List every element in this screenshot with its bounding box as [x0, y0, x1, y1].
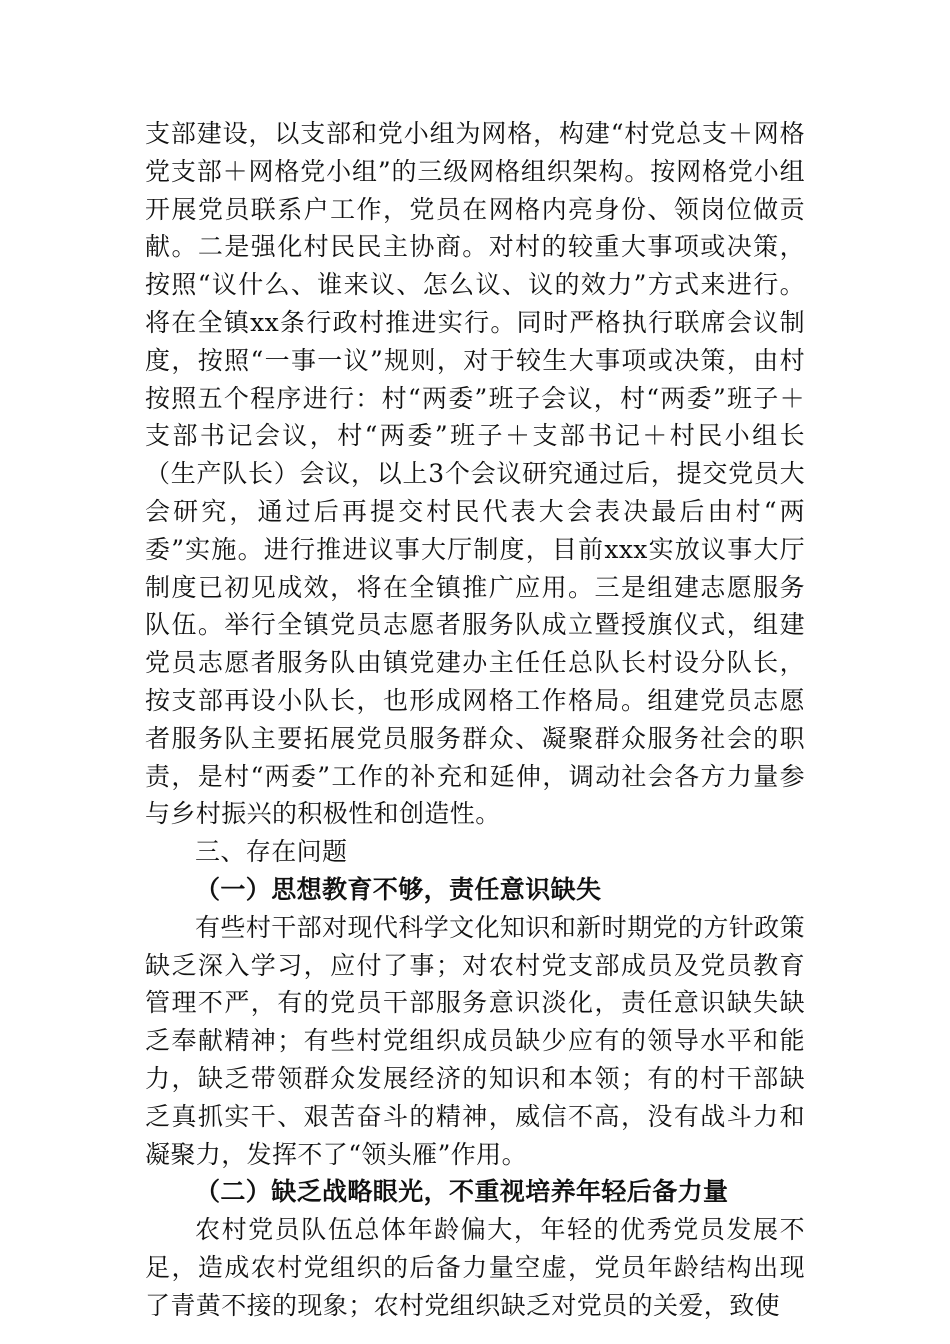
- body-paragraph-reserve-force: 农村党员队伍总体年龄偏大，年轻的优秀党员发展不足，造成农村党组织的后备力量空虚，党员年龄结构出现了青黄不接的现象；农村党组织缺乏对党员的关爱，致使: [145, 1215, 805, 1320]
- section-heading-problems: 三、存在问题: [195, 837, 348, 867]
- body-paragraph-ideology: 有些村干部对现代科学文化知识和新时期党的方针政策缺乏深入学习，应付了事；对农村党支部成员及党员教育管理不严，有的党员干部服务意识淡化，责任意识缺失缺乏奉献精神；有些村党组织成员缺少应有的领导水平和能力，缺乏带领群众发展经济的知识和本领；有的村干部缺乏真抓实干、艰苦奋斗的精神，威信不高，没有战斗力和凝聚力，发挥不了“领头雁”作用。: [145, 912, 805, 1169]
- document-body: [145, 115, 805, 1325]
- subsection-title-1: （一）思想教育不够，责任意识缺失: [195, 874, 602, 904]
- subsection-title-2: （二）缺乏战略眼光，不重视培养年轻后备力量: [195, 1177, 729, 1207]
- body-paragraph-continuation: 支部建设，以支部和党小组为网格，构建“村党总支＋网格党支部＋网格党小组”的三级网格组织架构。按网格党小组开展党员联系户工作，党员在网格内亮身份、领岗位做贡献。二是强化村民民主协商。对村的较重大事项或决策，按照“议什么、谁来议、怎么议、议的效力”方式来进行。将在全镇xx条行政村推进实行。同时严格执行联席会议制度，按照“一事一议”规则，对于较生大事项或决策，由村按照五个程序进行：村“两委”班子会议，村“两委”班子＋支部书记会议，村“两委”班子＋支部书记＋村民小组长（生产队长）会议，以上3个会议研究通过后，提交党员大会研究，通过后再提交村民代表大会表决最后由村“两委”实施。进行推进议事大厅制度，目前xxx实放议事大厅制度已初见成效，将在全镇推广应用。三是组建志愿服务队伍。举行全镇党员志愿者服务队成立暨授旗仪式，组建党员志愿者服务队由镇党建办主任任总队长村设分队长，按支部再设小队长，也形成网格工作格局。组建党员志愿者服务队主要拓展党员服务群众、凝聚群众服务社会的职责，是村“两委”工作的补充和延伸，调动社会各方力量参与乡村振兴的积极性和创造性。: [145, 119, 805, 829]
